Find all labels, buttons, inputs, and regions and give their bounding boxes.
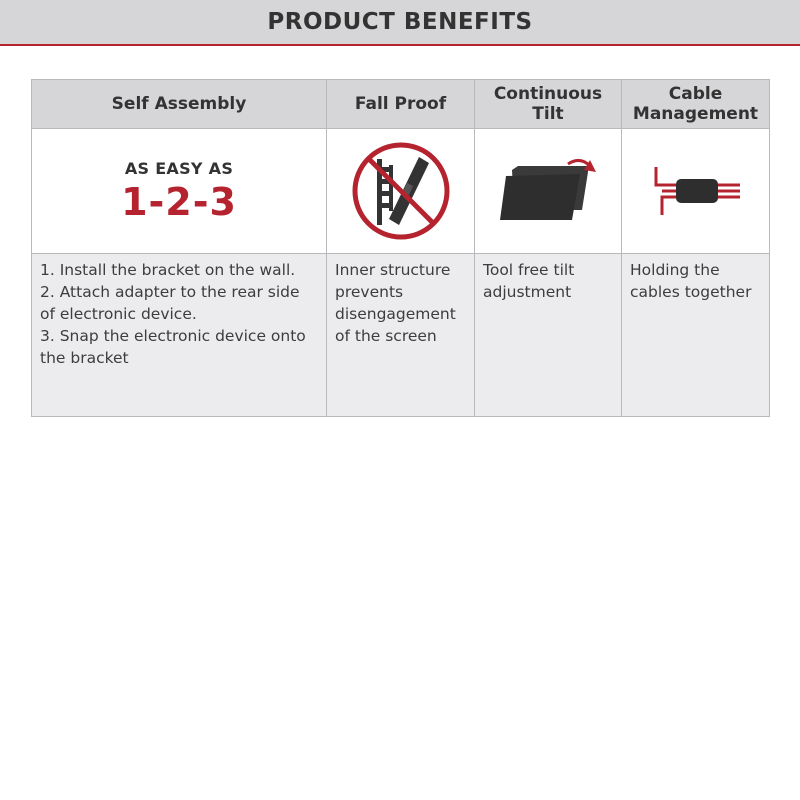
column-header-self-assembly: Self Assembly: [32, 80, 327, 129]
page-title: PRODUCT BENEFITS: [267, 9, 533, 35]
column-header-continuous-tilt: Continuous Tilt: [475, 80, 622, 129]
instruction-list: [40, 259, 318, 369]
continuous-tilt-icon-cell: [475, 129, 622, 254]
description-row: [32, 254, 770, 417]
easy-steps: 1-2-3: [121, 179, 237, 224]
icon-row: [32, 129, 770, 254]
self-assembly-description: [32, 254, 327, 417]
cable-management-description: Holding the cables together: [622, 254, 770, 417]
cable-bundle-icon: [648, 161, 744, 221]
list-item: 1. Install the bracket on the wall.: [40, 261, 296, 279]
column-header-cable-management: Cable Management: [622, 80, 770, 129]
fall-proof-icon-cell: [327, 129, 475, 254]
list-item: 2. Attach adapter to the rear side of electronic device.: [40, 283, 300, 323]
easy-as-label: AS EASY AS: [124, 158, 234, 178]
continuous-tilt-description: Tool free tilt adjustment: [475, 254, 622, 417]
list-item: 3. Snap the electronic device onto the bracket: [40, 327, 306, 367]
benefits-table: [31, 79, 770, 417]
column-header-fall-proof: Fall Proof: [327, 80, 475, 129]
header-bar: [0, 0, 800, 46]
header-row: [32, 80, 770, 129]
cable-management-icon-cell: [622, 129, 770, 254]
no-fall-icon: [349, 139, 453, 243]
self-assembly-cell: [32, 129, 327, 254]
fall-proof-description: Inner structure prevents disengagement of the screen: [327, 254, 475, 417]
tilt-screen-icon: [498, 156, 598, 226]
